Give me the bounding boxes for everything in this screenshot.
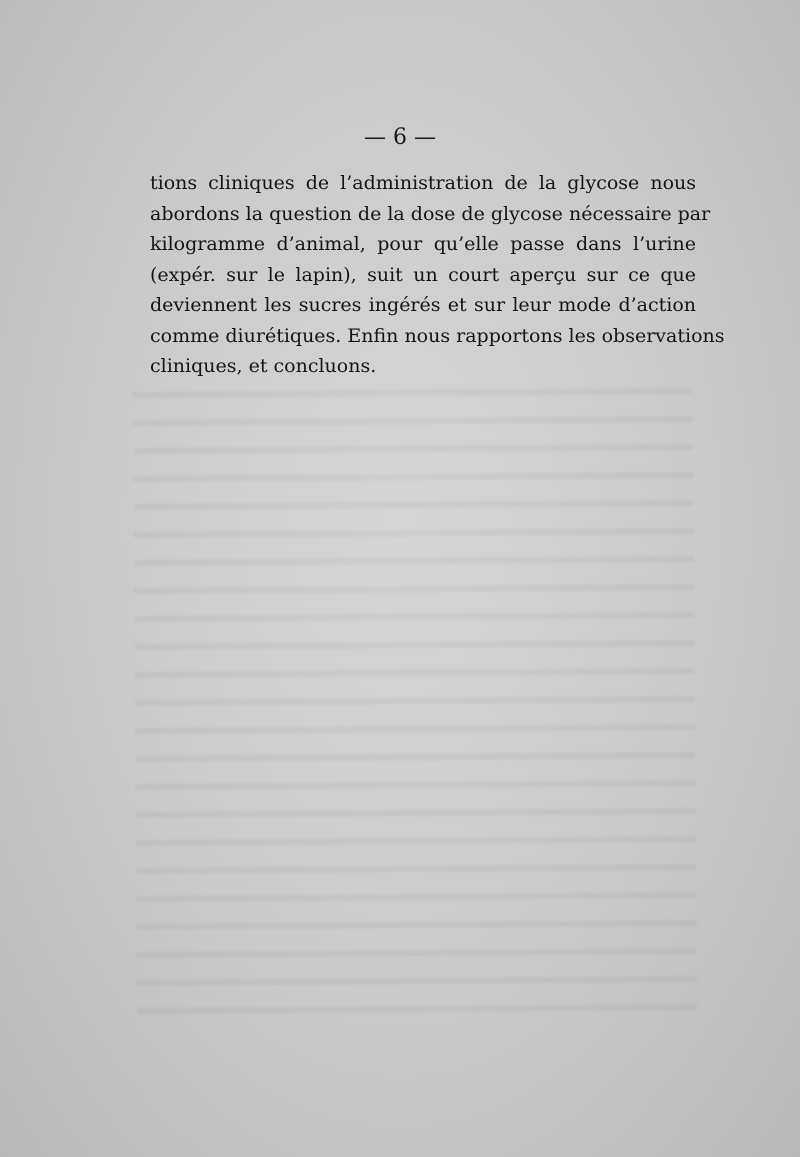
text-line: abordons la question de la dose de glycose nécessaire par	[150, 202, 711, 225]
text-line: deviennent les sucres ingérés et sur leur mode d’action	[150, 294, 696, 316]
show-through-texture	[133, 388, 697, 1032]
page-number: — 6 —	[364, 125, 436, 150]
text-line: kilogramme d’animal, pour qu’elle passe dans l’urine	[150, 233, 696, 255]
text-line: tions cliniques de l’administration de la glycose nous	[150, 172, 696, 194]
text-line: cliniques, et concluons.	[150, 355, 377, 377]
text-line: (expér. sur le lapin), suit un court aperçu sur ce que	[150, 263, 696, 286]
body-paragraph	[150, 168, 725, 382]
text-line: comme diurétiques. Enfin nous rapportons les observations	[150, 324, 725, 347]
